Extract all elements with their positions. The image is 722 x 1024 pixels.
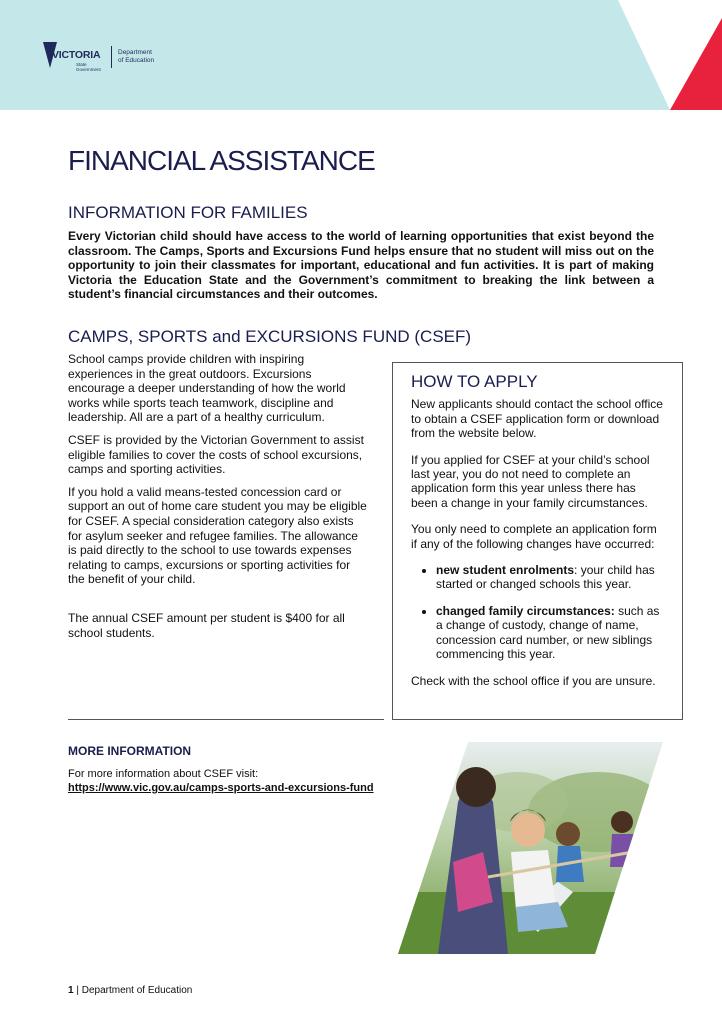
info-body: Every Victorian child should have access to the world of learning opportunities that exist beyond the classroom. The Camps, Sports and Excursions Fund helps ensure that no student will miss out on the opportunity to join their classmates for important, educational and fun activities. It is part of making Victoria the Education State and the Government’s commitment to breaking the link between a student’s financial circumstances and their outcomes. [68,229,654,302]
bullet-text: such as a change of custody, change of name, concession card number, or new siblings commencing this year. [436,603,660,662]
page-title: FINANCIAL ASSISTANCE [68,145,375,176]
bullet-bold: new student enrolments [436,563,575,578]
csef-body [68,352,368,648]
apply-bullet [436,563,664,592]
dept-line2: of Education [118,57,155,64]
page-footer [68,985,192,996]
footer-separator: | [73,985,82,996]
more-info-text [68,767,374,795]
logo-sub-government: Government [76,67,101,72]
apply-heading: HOW TO APPLY [411,372,538,391]
more-info-heading: MORE INFORMATION [68,744,192,758]
apply-footer: Check with the school office if you are unsure. [411,673,656,688]
page-number: 1 [68,985,74,996]
info-heading: INFORMATION FOR FAMILIES [68,203,308,222]
apply-bullet [436,604,664,662]
logo-department [118,49,154,65]
logo-word: VICTORIA [52,49,101,61]
children-tug-of-war-photo [398,742,663,954]
section-divider [68,719,384,720]
how-to-apply-box [392,362,683,720]
csef-paragraph: School camps provide children with inspiring experiences in the great outdoors. Excursions encourage a deeper understanding of how the world works while sports teach teamwork, discipline and leadership. All are a part of a healthy curriculum. [68,352,346,425]
apply-bullets [410,563,664,661]
logo-sub [76,62,101,72]
dept-line1: Department [118,49,152,56]
csef-paragraph: If you hold a valid means-tested concession card or support an out of home care student you may be eligible for CSEF. A special consideration category also exists for asylum seeker and refugee families. The allowance is paid directly to the school to use towards expenses relating to camps, excursions or sporting activities for the benefit of your child. [68,484,367,587]
apply-paragraph: You only need to complete an application form if any of the following changes have occurred: [411,522,657,551]
more-info-label: For more information about CSEF visit: [68,768,259,780]
logo-sub-state: State [76,62,87,67]
csef-heading: CAMPS, SPORTS and EXCURSIONS FUND (CSEF) [68,327,472,346]
apply-paragraph: If you applied for CSEF at your child’s school last year, you do not need to complete an application form this year unless there has been a change in your family circumstances. [411,452,650,510]
logo-divider [111,46,112,68]
footer-department: Department of Education [81,985,193,996]
bullet-bold: changed family circumstances: [436,603,615,618]
csef-paragraph: CSEF is provided by the Victorian Government to assist eligible families to cover the costs of school excursions, camps and sporting activities. [68,432,364,477]
csef-amount: The annual CSEF amount per student is $400 for all school students. [68,610,345,640]
victoria-logo-mark [43,42,105,74]
apply-paragraph: New applicants should contact the school office to obtain a CSEF application form or download from the website below. [411,397,663,441]
victoria-government-logo [43,42,154,74]
bullet-text: : your child has started or changed schools this year. [436,563,655,592]
csef-website-link[interactable]: https://www.vic.gov.au/camps-sports-and-excursions-fund [68,782,374,794]
